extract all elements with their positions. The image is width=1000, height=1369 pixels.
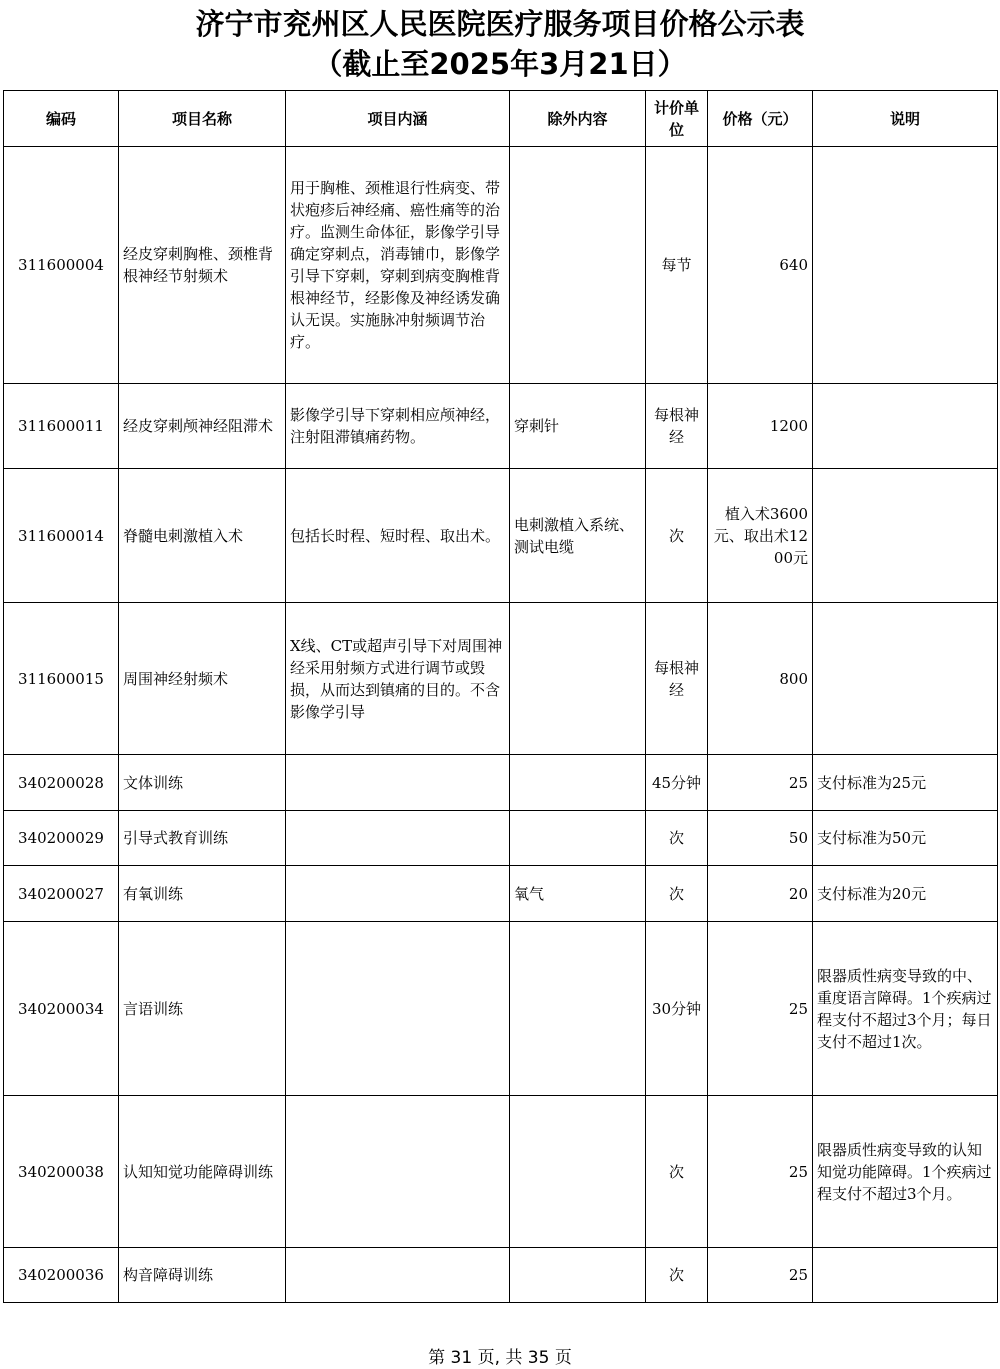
cell-note: 限器质性病变导致的中、重度语言障碍。1个疾病过程支付不超过3个月；每日支付不超过1次。 — [813, 922, 998, 1096]
cell-name: 构音障碍训练 — [119, 1248, 286, 1303]
col-header-exclusion: 除外内容 — [510, 91, 646, 147]
cell-note — [813, 469, 998, 603]
cell-price: 1200 — [708, 384, 813, 469]
cell-price: 植入术3600元、取出术1200元 — [708, 469, 813, 603]
cell-exclusion — [510, 1096, 646, 1248]
cell-content — [286, 1248, 510, 1303]
cell-exclusion: 氧气 — [510, 866, 646, 922]
cell-price: 25 — [708, 922, 813, 1096]
col-header-code: 编码 — [4, 91, 119, 147]
table-header-row — [4, 91, 998, 147]
col-header-name: 项目名称 — [119, 91, 286, 147]
cell-name: 言语训练 — [119, 922, 286, 1096]
cell-unit: 45分钟 — [646, 755, 708, 811]
cell-name: 脊髓电刺激植入术 — [119, 469, 286, 603]
cell-unit: 每根神经 — [646, 384, 708, 469]
cell-code: 340200028 — [4, 755, 119, 811]
cell-content: 用于胸椎、颈椎退行性病变、带状疱疹后神经痛、癌性痛等的治疗。监测生命体征，影像学引导确定穿刺点，消毒铺巾，影像学引导下穿刺，穿刺到病变胸椎背根神经节，经影像及神经诱发确认无误。实施脉冲射频调节治疗。 — [286, 147, 510, 384]
cell-note — [813, 147, 998, 384]
cell-content: 包括长时程、短时程、取出术。 — [286, 469, 510, 603]
cell-price: 25 — [708, 755, 813, 811]
cell-exclusion: 电刺激植入系统、测试电缆 — [510, 469, 646, 603]
cell-exclusion — [510, 755, 646, 811]
cell-code: 340200027 — [4, 866, 119, 922]
cell-name: 认知知觉功能障碍训练 — [119, 1096, 286, 1248]
cell-unit: 次 — [646, 1096, 708, 1248]
cell-code: 311600004 — [4, 147, 119, 384]
cell-exclusion: 穿刺针 — [510, 384, 646, 469]
cell-note: 支付标准为25元 — [813, 755, 998, 811]
table-row — [4, 384, 998, 469]
cell-name: 有氧训练 — [119, 866, 286, 922]
cell-name: 经皮穿刺胸椎、颈椎背根神经节射频术 — [119, 147, 286, 384]
cell-exclusion — [510, 1248, 646, 1303]
cell-unit: 30分钟 — [646, 922, 708, 1096]
table-row — [4, 1248, 998, 1303]
table-row — [4, 1096, 998, 1248]
cell-code: 340200036 — [4, 1248, 119, 1303]
cell-exclusion — [510, 922, 646, 1096]
cell-note: 支付标准为50元 — [813, 811, 998, 866]
table-row — [4, 603, 998, 755]
cell-price: 50 — [708, 811, 813, 866]
table-row — [4, 147, 998, 384]
price-table — [3, 90, 998, 1303]
table-row — [4, 811, 998, 866]
table-row — [4, 922, 998, 1096]
cell-unit: 次 — [646, 1248, 708, 1303]
cell-price: 25 — [708, 1096, 813, 1248]
cell-code: 311600014 — [4, 469, 119, 603]
cell-code: 340200029 — [4, 811, 119, 866]
cell-content — [286, 866, 510, 922]
cell-name: 周围神经射频术 — [119, 603, 286, 755]
cell-note: 支付标准为20元 — [813, 866, 998, 922]
cell-price: 800 — [708, 603, 813, 755]
page-title: 济宁市兖州区人民医院医疗服务项目价格公示表 — [195, 7, 805, 41]
cell-content — [286, 755, 510, 811]
cell-name: 引导式教育训练 — [119, 811, 286, 866]
cell-content: X线、CT或超声引导下对周围神经采用射频方式进行调节或毁损，从而达到镇痛的目的。不含影像学引导 — [286, 603, 510, 755]
cell-unit: 每节 — [646, 147, 708, 384]
cell-content — [286, 811, 510, 866]
cell-price: 25 — [708, 1248, 813, 1303]
table-row — [4, 866, 998, 922]
table-row — [4, 469, 998, 603]
cell-note — [813, 384, 998, 469]
cell-content — [286, 1096, 510, 1248]
cell-price: 20 — [708, 866, 813, 922]
cell-exclusion — [510, 811, 646, 866]
cell-content — [286, 922, 510, 1096]
cell-code: 311600011 — [4, 384, 119, 469]
cell-content: 影像学引导下穿刺相应颅神经，注射阻滞镇痛药物。 — [286, 384, 510, 469]
page-number: 第 31 页, 共 35 页 — [428, 1348, 572, 1368]
cell-code: 340200038 — [4, 1096, 119, 1248]
cell-note — [813, 603, 998, 755]
cell-unit: 次 — [646, 469, 708, 603]
col-header-price: 价格（元） — [708, 91, 813, 147]
cell-price: 640 — [708, 147, 813, 384]
cell-exclusion — [510, 603, 646, 755]
cell-unit: 每根神经 — [646, 603, 708, 755]
col-header-content: 项目内涵 — [286, 91, 510, 147]
table-row — [4, 755, 998, 811]
cell-note — [813, 1248, 998, 1303]
cell-code: 311600015 — [4, 603, 119, 755]
cell-name: 文体训练 — [119, 755, 286, 811]
col-header-unit: 计价单位 — [646, 91, 708, 147]
cell-unit: 次 — [646, 811, 708, 866]
col-header-note: 说明 — [813, 91, 998, 147]
page-subtitle: （截止至2025年3月21日） — [313, 47, 687, 81]
cell-note: 限器质性病变导致的认知知觉功能障碍。1个疾病过程支付不超过3个月。 — [813, 1096, 998, 1248]
cell-exclusion — [510, 147, 646, 384]
cell-code: 340200034 — [4, 922, 119, 1096]
cell-name: 经皮穿刺颅神经阻滞术 — [119, 384, 286, 469]
cell-unit: 次 — [646, 866, 708, 922]
